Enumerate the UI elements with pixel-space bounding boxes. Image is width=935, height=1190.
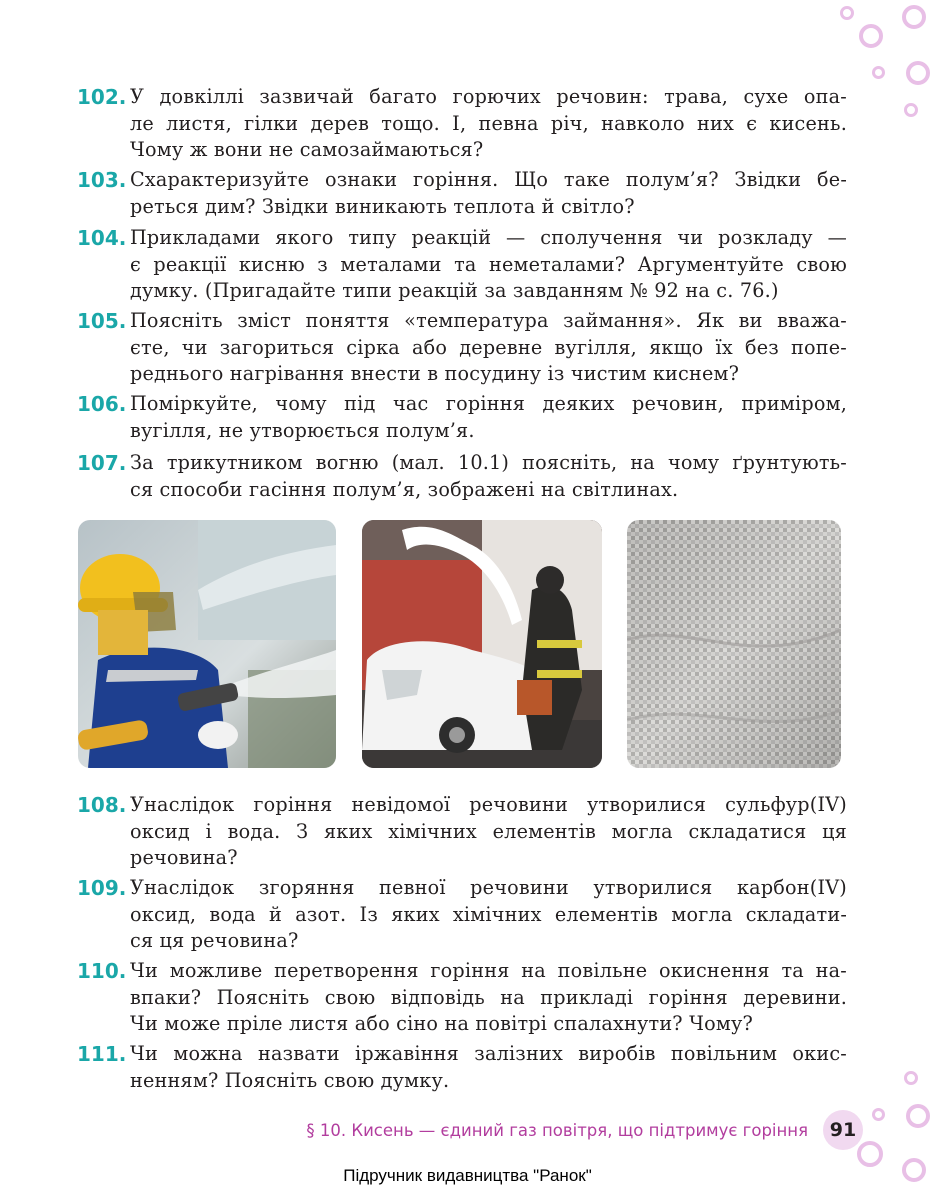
task-102 xyxy=(77,84,847,164)
text-line: Поміркуйте, чому під час горіння деяких речовин, приміром, xyxy=(130,392,847,415)
text-line: впаки? Поясніть свою відповідь на прикладі горіння деревини. xyxy=(130,985,847,1009)
task-109 xyxy=(77,875,847,955)
decor-dot xyxy=(904,103,918,117)
photo-firefighter-water-hose xyxy=(78,520,336,768)
decor-dot xyxy=(859,24,883,48)
task-number: 109. xyxy=(77,876,127,900)
text-line: Схарактеризуйте ознаки горіння. Що таке полум’я? Звідки бе- xyxy=(130,168,847,191)
task-110 xyxy=(77,958,847,1038)
text-line: Поясніть зміст поняття «температура займання». Як ви вважа- xyxy=(130,309,847,332)
fabric-texture-illustration xyxy=(627,520,841,768)
task-107 xyxy=(77,450,847,503)
publisher-caption: Підручник видавництва "Ранок" xyxy=(343,1166,592,1185)
task-103 xyxy=(77,167,847,220)
text-line: За трикутником вогню (мал. 10.1) поясніть, на чому ґрунтують- xyxy=(130,451,847,474)
task-104 xyxy=(77,225,847,305)
photo-firefighter-foam-car xyxy=(362,520,602,768)
text-line: Чи можна назвати іржавіння залізних виробів повільним окис- xyxy=(130,1042,847,1065)
task-111 xyxy=(77,1041,847,1094)
photo-fire-blanket-fabric xyxy=(627,520,841,768)
text-line: Унаслідок горіння невідомої речовини утворилися сульфур(IV) xyxy=(130,793,847,816)
decor-dot xyxy=(872,1108,885,1121)
text-line: речовина? xyxy=(130,846,238,869)
text-line: єте, чи загориться сірка або деревне вугілля, якщо їх без попе- xyxy=(130,335,847,359)
task-number: 106. xyxy=(77,392,127,416)
text-line: Прикладами якого типу реакцій — сполучення чи розкладу — xyxy=(130,226,847,249)
task-text xyxy=(130,450,847,503)
text-line: Чому ж вони не самозаймаються? xyxy=(130,138,484,161)
text-line: Чи можливе перетворення горіння на повільне окиснення та на- xyxy=(130,959,847,982)
task-text xyxy=(130,167,847,220)
text-line: ся ця речовина? xyxy=(130,929,299,952)
decor-dot xyxy=(857,1141,883,1167)
text-line: ненням? Поясніть свою думку. xyxy=(130,1068,450,1092)
task-108 xyxy=(77,792,847,872)
firefighter-foam-illustration xyxy=(362,520,602,768)
decor-dot xyxy=(872,66,885,79)
task-number: 102. xyxy=(77,85,127,109)
task-text xyxy=(130,875,847,955)
decor-dot xyxy=(904,1071,918,1085)
text-line: ле листя, гілки дерев тощо. І, певна річ, навколо них є кисень. xyxy=(130,111,847,135)
task-text xyxy=(130,391,847,444)
text-line: вугілля, не утворюється полум’я. xyxy=(130,418,475,442)
task-number: 108. xyxy=(77,793,127,817)
decor-dot xyxy=(840,6,854,20)
text-line: думку. (Пригадайте типи реакцій за завданням № 92 на с. 76.) xyxy=(130,279,779,302)
text-line: реднього нагрівання внести в посудину із чистим киснем? xyxy=(130,362,740,385)
task-text xyxy=(130,958,847,1038)
task-number: 104. xyxy=(77,226,127,250)
task-text xyxy=(130,792,847,872)
task-text xyxy=(130,84,847,164)
task-106 xyxy=(77,391,847,444)
task-number: 111. xyxy=(77,1042,127,1066)
task-number: 105. xyxy=(77,309,127,333)
text-line: оксид, вода й азот. Із яких хімічних елементів могла складати- xyxy=(130,902,847,926)
task-number: 110. xyxy=(77,959,127,983)
text-line: оксид і вода. З яких хімічних елементів могла складатися ця xyxy=(130,819,847,843)
decor-dot xyxy=(902,5,926,29)
text-line: Унаслідок згоряння певної речовини утворилися карбон(IV) xyxy=(130,876,847,899)
text-line: є реакції кисню з металами та неметалами? Аргументуйте свою xyxy=(130,252,847,276)
text-line: ся способи гасіння полум’я, зображені на світлинах. xyxy=(130,477,679,501)
task-number: 103. xyxy=(77,168,127,192)
task-text xyxy=(130,308,847,388)
decor-dot xyxy=(906,61,930,85)
text-line: Чи може пріле листя або сіно на повітрі спалахнути? Чому? xyxy=(130,1012,753,1035)
decor-dot xyxy=(906,1104,930,1128)
section-running-title: § 10. Кисень — єдиний газ повітря, що підтримує горіння xyxy=(306,1121,808,1140)
task-text xyxy=(130,1041,847,1094)
text-line: У довкіллі зазвичай багато горючих речовин: трава, сухе опа- xyxy=(130,85,847,108)
task-number: 107. xyxy=(77,451,127,475)
firefighter-water-illustration xyxy=(78,520,336,768)
task-105 xyxy=(77,308,847,388)
page-number: 91 xyxy=(823,1110,863,1150)
text-line: реться дим? Звідки виникають теплота й світло? xyxy=(130,194,635,218)
task-text xyxy=(130,225,847,305)
